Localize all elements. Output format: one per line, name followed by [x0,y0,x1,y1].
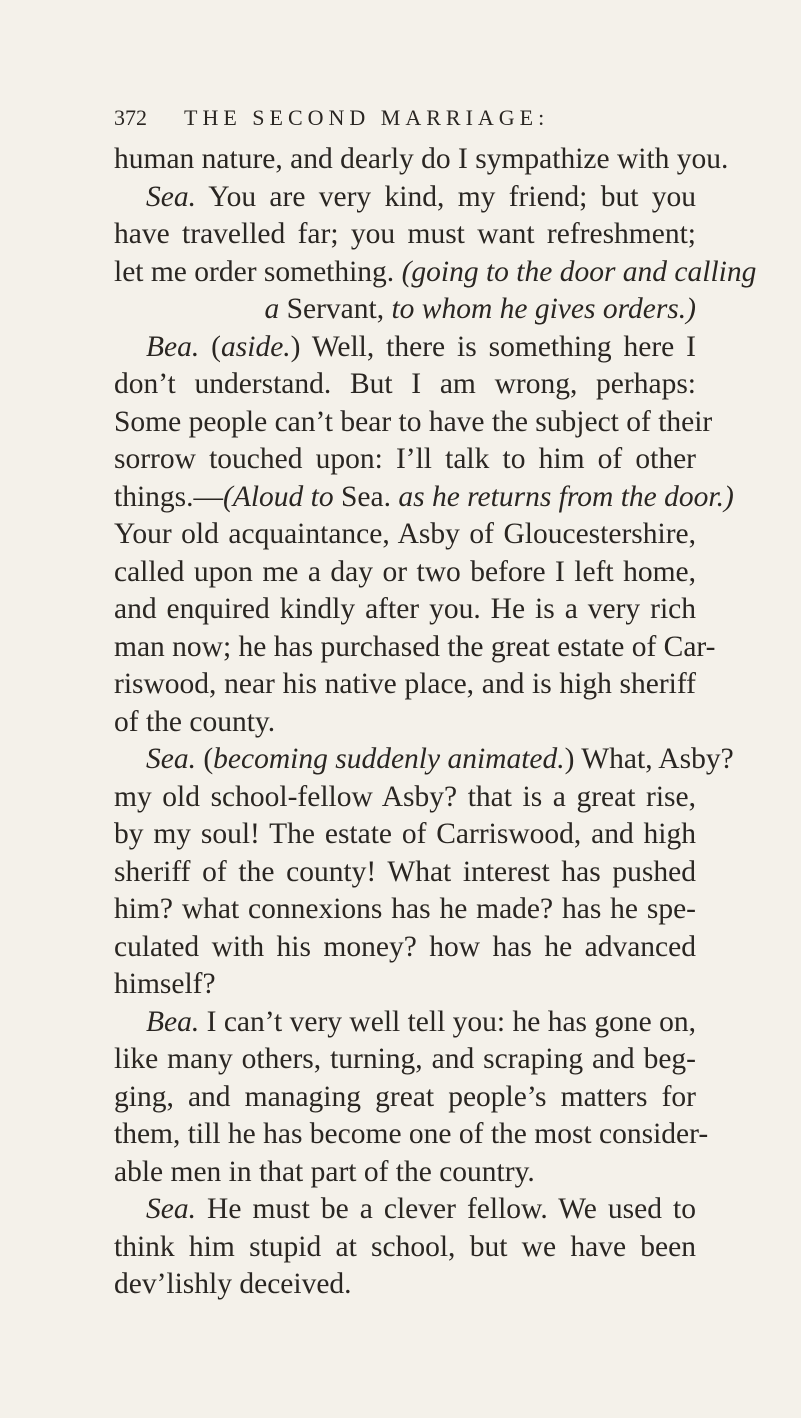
stage-direction: aside. [221,330,291,363]
text-line: them, till he has become one of the most consider- [114,1118,709,1150]
stage-direction: becoming suddenly animated. [213,743,565,775]
speaker-name: Bea. [146,330,200,363]
text-line: dev’lishly deceived. [114,1268,352,1300]
text-line: human nature, and dearly do I sympathize with you. [114,143,729,175]
text-line: Bea. I can’t very well tell you: he has gone on, [146,1005,696,1038]
text-line: riswood, near his native place, and is high sheriff [114,668,696,700]
text-line: Sea. You are very kind, my friend; but you [146,180,696,213]
text-line: by my soul! The estate of Carriswood, and high [114,818,696,850]
speaker-name: Bea. [146,1005,200,1038]
speaker-name: Sea. [146,180,196,213]
stage-direction: as he returns from the door.) [398,480,734,513]
text-line: of the county. [114,705,276,738]
text-line: don’t understand. But I am wrong, perhaps: [114,368,696,400]
text-line: Your old acquaintance, Asby of Gloucestershire, [114,518,696,550]
text-line: have travelled far; you must want refreshment; [114,218,696,250]
text-line: Some people can’t bear to have the subject of their [114,405,713,438]
text-line: sheriff of the county! What interest has pushed [114,855,696,888]
stage-direction: a [264,293,287,325]
speaker-name: Sea. [146,1193,196,1225]
text-line: him? what connexions has he made? has he spe- [114,893,696,925]
speaker-name: Sea. [146,743,196,775]
text-line: ging, and managing great people’s matters for [114,1080,696,1113]
text-line: culated with his money? how has he advanced [114,930,696,963]
text-line: Sea. (becoming suddenly animated.) What, Asby? [146,743,734,775]
text-line: man now; he has purchased the great estate of Car- [114,630,716,663]
play-text [114,141,757,1304]
text-line: himself? [114,968,216,1000]
text-line: let me order something. (going to the door and calling [114,255,757,288]
running-header [114,103,694,133]
stage-direction: to whom he gives orders.) [391,293,696,325]
text-line: and enquired kindly after you. He is a very rich [114,593,696,625]
text-line: think him stupid at school, but we have been [114,1230,696,1263]
running-title: THE SECOND MARRIAGE: [184,105,550,130]
text-line: Sea. He must be a clever fellow. We used to [146,1193,696,1225]
text-line: called upon me a day or two before I left home, [114,555,696,588]
stage-direction: (Aloud to [223,480,341,513]
text-line: able men in that part of the country. [114,1155,535,1188]
text-line: like many others, turning, and scraping and beg- [114,1043,696,1075]
text-line: sorrow touched upon: I’ll talk to him of other [114,443,696,475]
stage-direction: (going to the door and calling [401,255,757,288]
text-line: things.—(Aloud to Sea. as he returns from the door.) [114,480,734,513]
text-line: Bea. (aside.) Well, there is something here I [146,330,697,363]
text-line: my old school-fellow Asby? that is a great rise, [114,780,696,813]
text-line: a Servant, to whom he gives orders.) [264,293,696,325]
page-number: 372 [114,105,147,130]
